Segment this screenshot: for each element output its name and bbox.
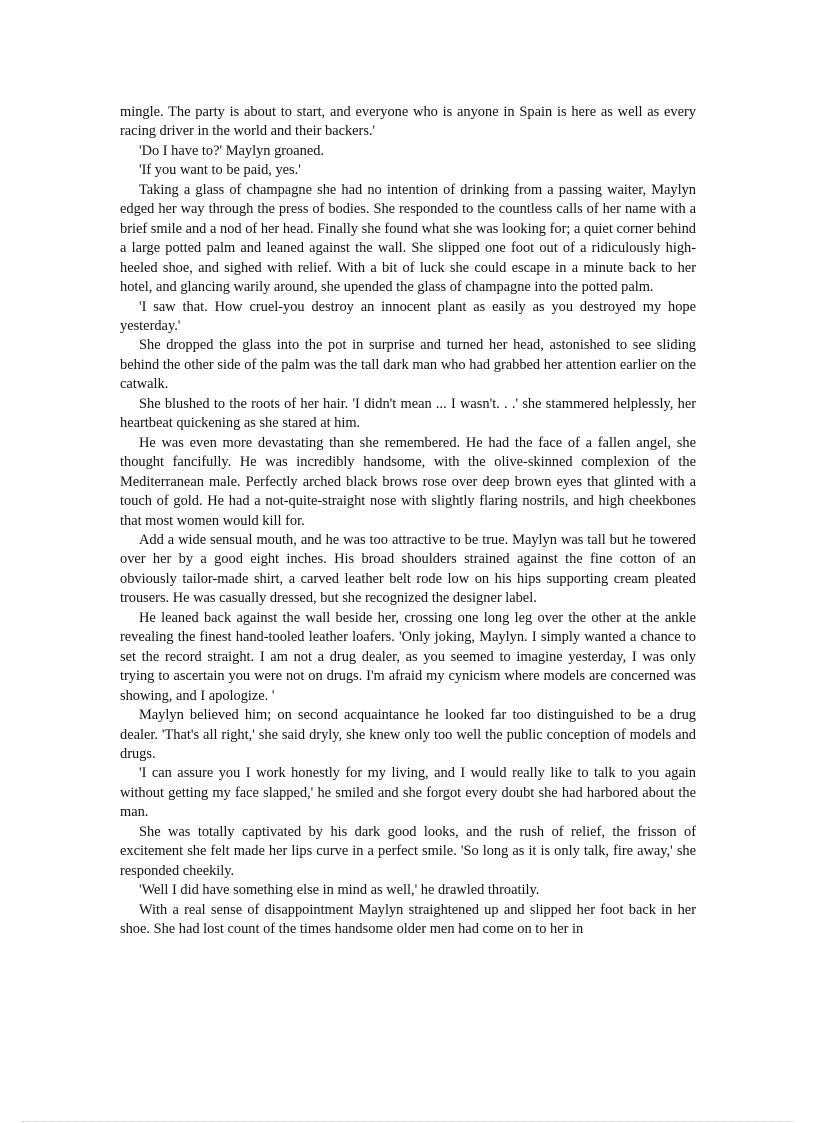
paragraph: 'I can assure you I work honestly for my living, and I would really like to talk to you again without getting my face slapped,' he smiled and she forgot every doubt she had harbored about the man. [120, 765, 696, 821]
paragraph: Taking a glass of champagne she had no intention of drinking from a passing waiter, Maylyn edged her way through the press of bodies. She responded to the countless calls of her name with a brief smile and a nod of her head. Finally she found what she was looking for; a quiet corner behind a large potted palm and leaned against the wall. She slipped one foot out of a ridiculously high-heeled shoe, and sighed with relief. With a bit of luck she could escape in a minute back to her hotel, and glancing warily around, she upended the glass of champagne into the potted palm. [120, 181, 696, 296]
paragraph: Maylyn believed him; on second acquaintance he looked far too distinguished to be a drug dealer. 'That's all right,' she said dryly, she knew only too well the public conception of models and drugs. [120, 707, 696, 762]
paragraph: She blushed to the roots of her hair. 'I didn't mean ... I wasn't. . .' she stammered helplessly, her heartbeat quickening as she stared at him. [120, 395, 696, 432]
paragraph: With a real sense of disappointment Maylyn straightened up and slipped her foot back in her shoe. She had lost count of the times handsome older men had come on to her in [120, 901, 696, 938]
paragraph: 'Do I have to?' Maylyn groaned. [139, 142, 325, 159]
paragraph: She dropped the glass into the pot in surprise and turned her head, astonished to see sliding behind the other side of the palm was the tall dark man who had grabbed her attention earlier on the catwalk. [120, 337, 696, 393]
paragraph: Add a wide sensual mouth, and he was too attractive to be true. Maylyn was tall but he towered over her by a good eight inches. His broad shoulders strained against the fine cotton of an obviously tailor-made shirt, a carved leather belt rode low on his hips supporting cream pleated trousers. He was casually dressed, but she recognized the designer label. [120, 531, 696, 607]
paragraph: 'Well I did have something else in mind as well,' he drawled throatily. [139, 882, 540, 899]
paragraph: She was totally captivated by his dark good looks, and the rush of relief, the frisson of excitement she felt made her lips curve in a perfect smile. 'So long as it is only talk, fire away,' she responded cheekily. [120, 823, 696, 879]
paragraph-continued: mingle. The party is about to start, and everyone who is anyone in Spain is here as well as every racing driver in the world and their backers.' [120, 104, 696, 140]
paragraph: 'I saw that. How cruel-you destroy an innocent plant as easily as you destroyed my hope yesterday.' [120, 298, 696, 334]
paragraph: 'If you want to be paid, yes.' [139, 162, 301, 179]
paragraph: He was even more devastating than she remembered. He had the face of a fallen angel, she thought fancifully. He was incredibly handsome, with the olive-skinned complexion of the Mediterranean male. Perfectly arched black brows rose over deep brown eyes that glinted with a touch of gold. He had a not-quite-straight nose with slightly flaring nostrils, and high cheekbones that most women would kill for. [120, 434, 696, 529]
paragraph: He leaned back against the wall beside her, crossing one long leg over the other at the ankle revealing the finest hand-tooled leather loafers. 'Only joking, Maylyn. I simply wanted a chance to set the record straight. I am not a drug dealer, as you seemed to imagine yesterday, I was only trying to ascertain you were not on drugs. I'm afraid my cynicism where models are concerned was showing, and I apologize. ' [120, 609, 696, 704]
body-text [120, 103, 696, 939]
